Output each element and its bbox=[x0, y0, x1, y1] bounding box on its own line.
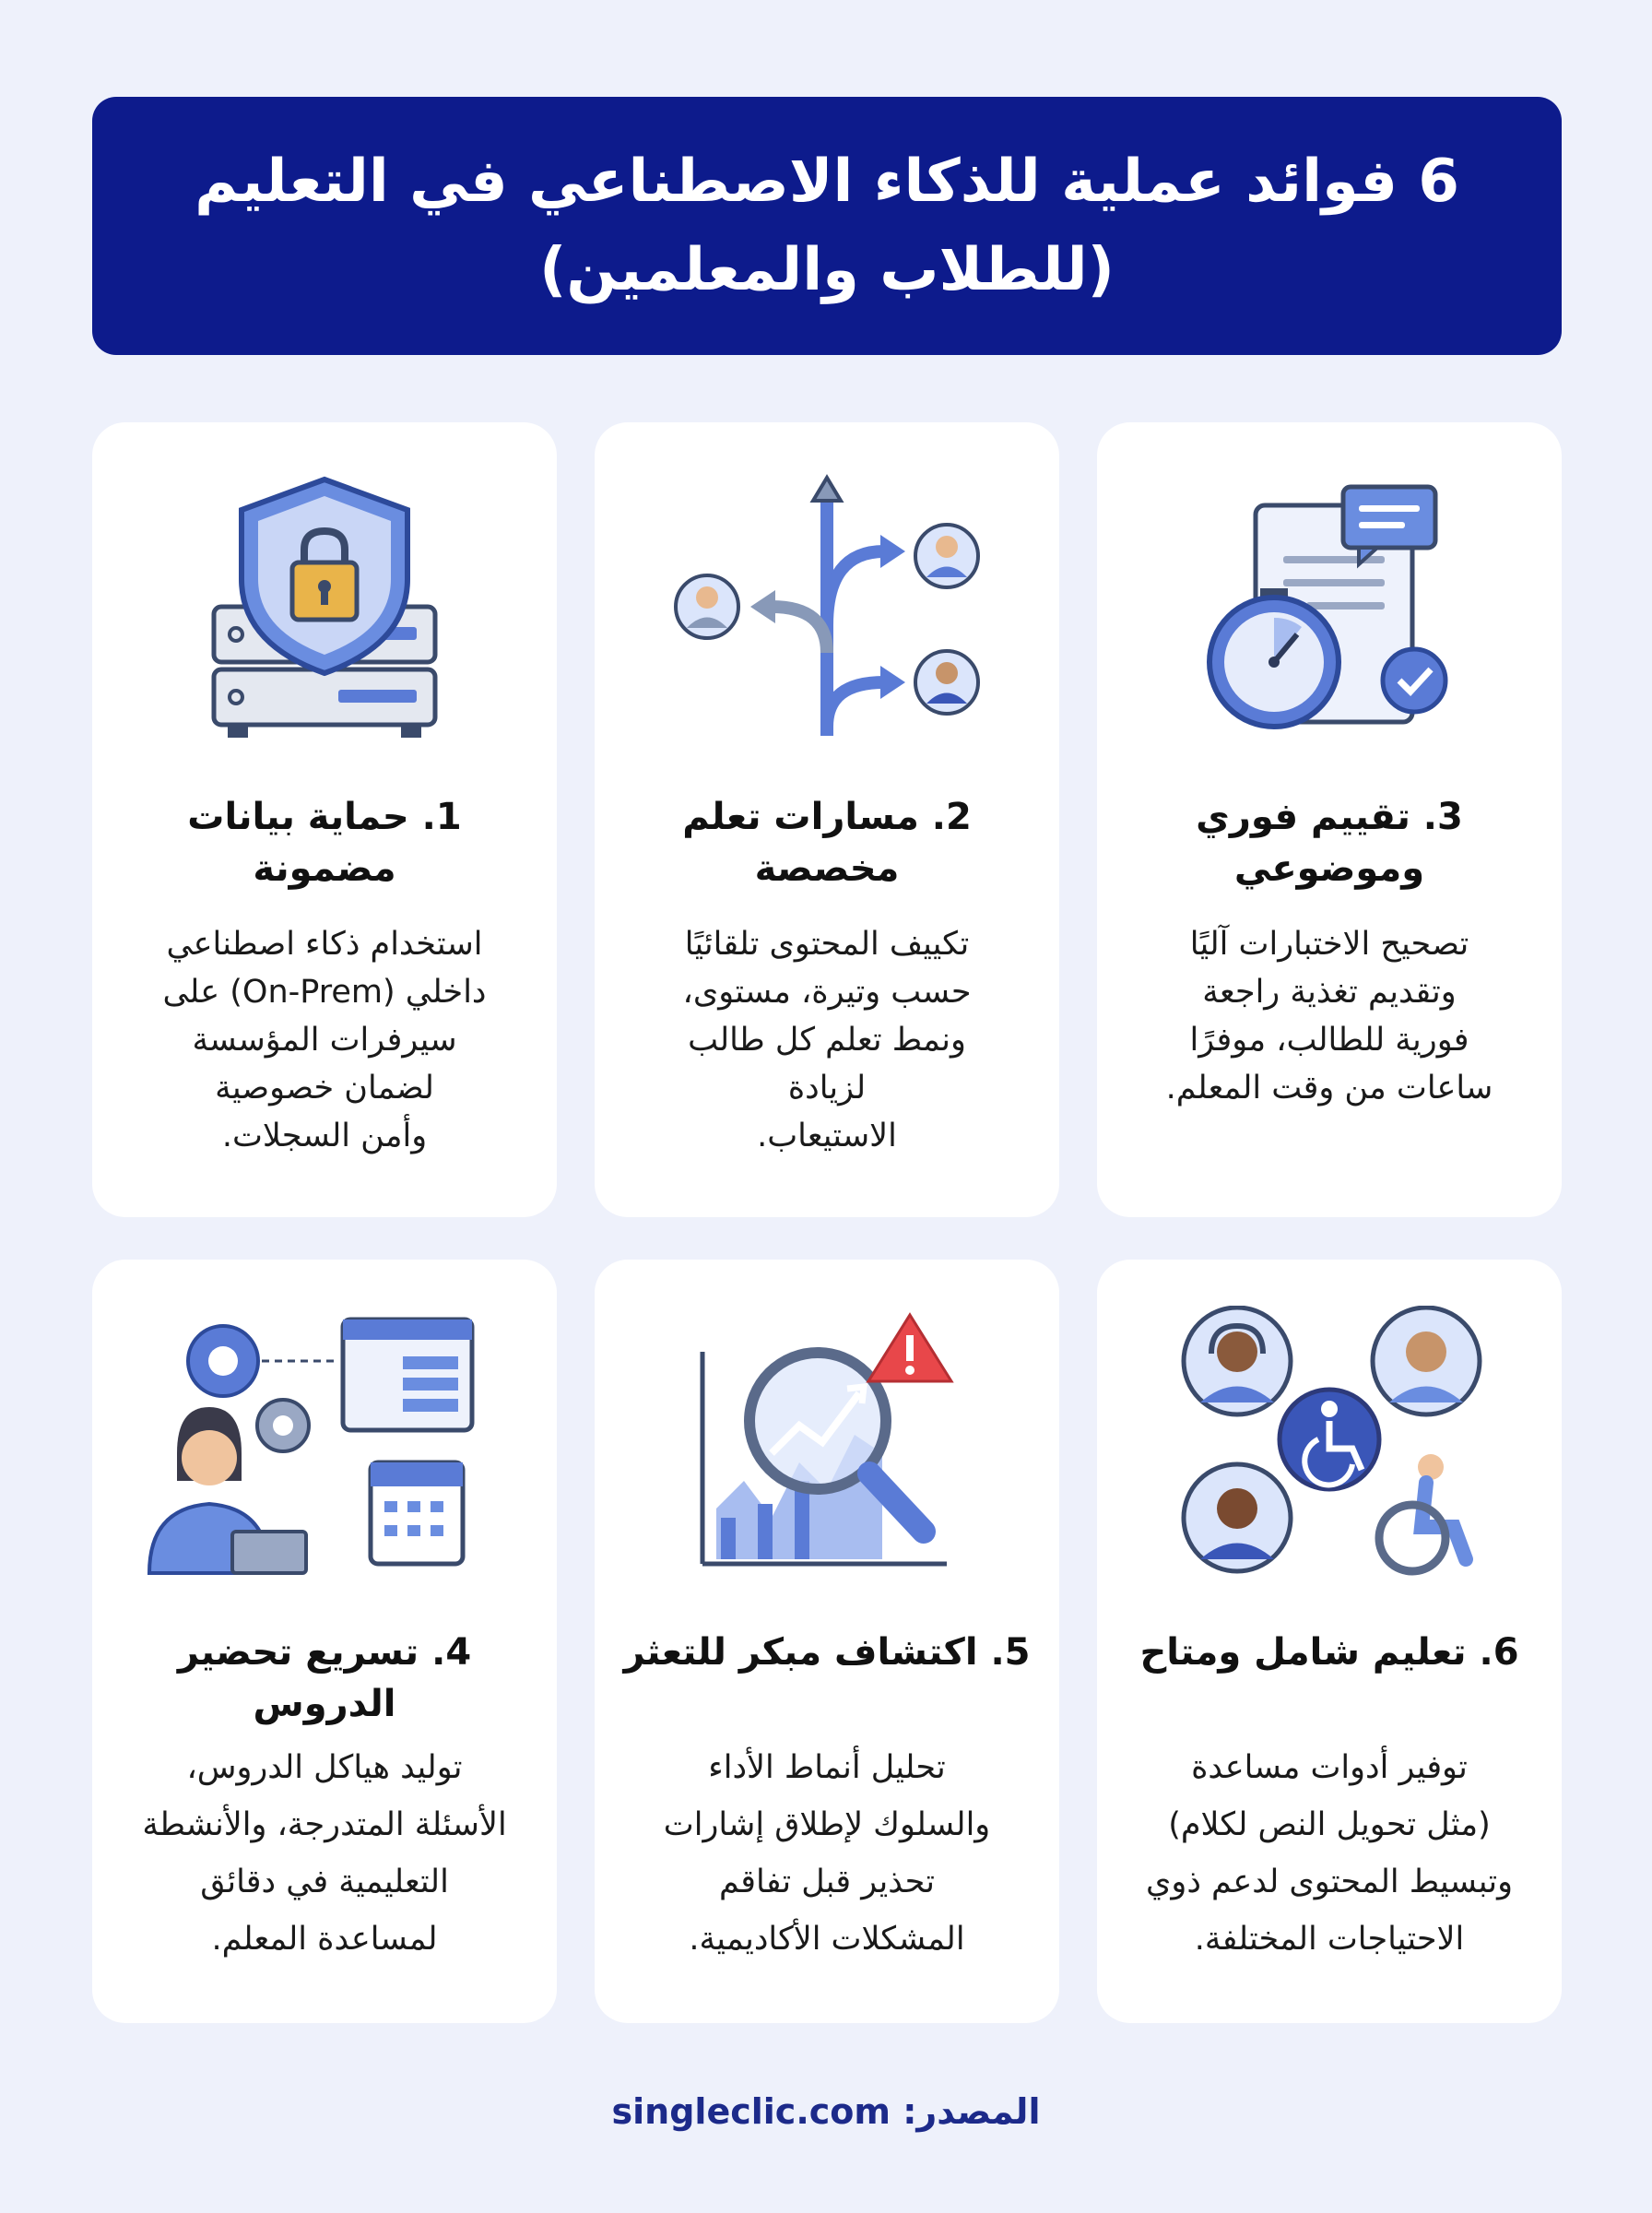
card-title: 6. تعليم شامل ومتاح bbox=[1139, 1631, 1519, 1674]
card-title: 3. تقييم فوري وموضوعي bbox=[1196, 796, 1463, 890]
card-title: 2. مسارات تعلم مخصصة bbox=[682, 796, 972, 890]
page-title-line-2: (للطلاب والمعلمين) bbox=[539, 236, 1115, 304]
benefit-card-personalized-paths bbox=[595, 422, 1059, 1217]
card-title: 1. حماية بيانات مضمونة bbox=[187, 796, 462, 890]
card-description: تكييف المحتوى تلقائيًا حسب وتيرة، مستوى، ونمط تعلم كل طالب لزيادة الاستيعاب. bbox=[682, 926, 972, 1154]
card-description: استخدام ذكاء اصطناعي داخلي (On-Prem) على سيرفرات المؤسسة لضمان خصوصية وأمن السجلات. bbox=[162, 926, 487, 1154]
benefit-card-inclusive-education bbox=[1097, 1260, 1562, 2023]
page-header bbox=[92, 97, 1562, 355]
card-title: 4. تسريع تحضير الدروس bbox=[177, 1631, 472, 1725]
magnifier-chart-alert-icon bbox=[643, 1306, 1011, 1582]
card-description: تحليل أنماط الأداء والسلوك لإطلاق إشارات تحذير قبل تفاقم المشكلات الأكاديمية. bbox=[663, 1749, 991, 1958]
card-description: تصحيح الاختبارات آليًا وتقديم تغذية راجعة فورية للطالب، موفرًا ساعات من وقت المعلم. bbox=[1165, 926, 1493, 1106]
card-title: 5. اكتشاف مبكر للتعثر bbox=[623, 1631, 1031, 1674]
card-description: توفير أدوات مساعدة (مثل تحويل النص لكلام) وتبسيط المحتوى لدعم ذوي الاحتياجات المختلفة. bbox=[1146, 1749, 1513, 1958]
benefit-card-lesson-prep bbox=[92, 1260, 557, 2023]
stopwatch-document-icon bbox=[1145, 468, 1514, 745]
teacher-planning-icon bbox=[140, 1306, 509, 1582]
benefit-card-data-protection bbox=[92, 422, 557, 1217]
accessibility-people-icon bbox=[1145, 1306, 1514, 1582]
page-title-line-1: 6 فوائد عملية للذكاء الاصطناعي في التعليم bbox=[195, 148, 1459, 216]
benefit-card-instant-assessment bbox=[1097, 422, 1562, 1217]
source-footer: المصدر: singleclic.com bbox=[611, 2091, 1041, 2132]
shield-lock-server-icon bbox=[140, 468, 509, 745]
benefit-card-early-detection bbox=[595, 1260, 1059, 2023]
branching-paths-icon bbox=[643, 468, 1011, 745]
card-description: توليد هياكل الدروس، الأسئلة المتدرجة، والأنشطة التعليمية في دقائق لمساعدة المعلم. bbox=[142, 1749, 507, 1958]
